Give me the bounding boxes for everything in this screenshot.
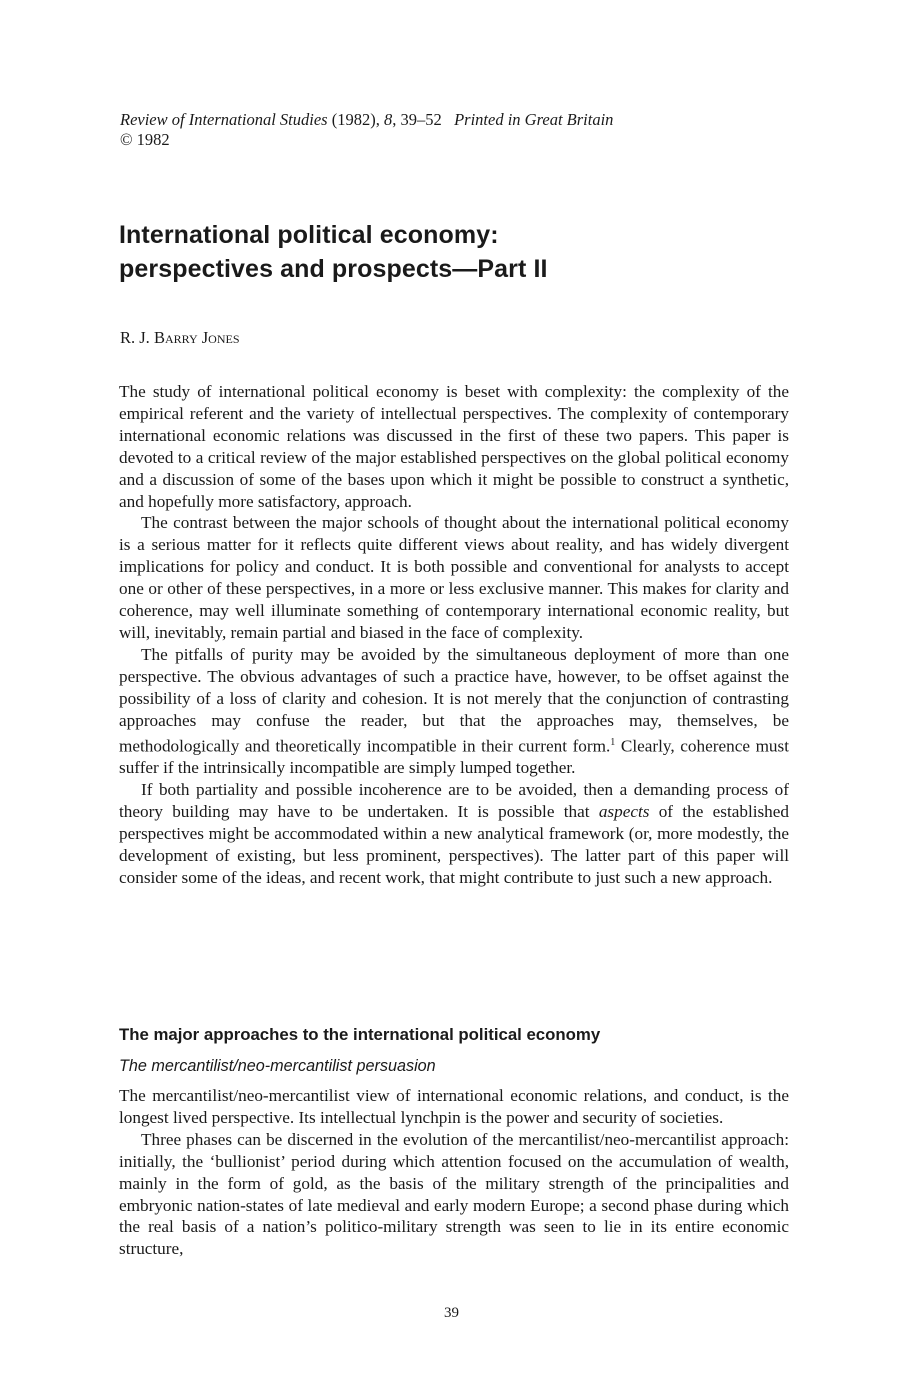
- citation-year: (1982),: [331, 110, 384, 129]
- paragraph: The mercantilist/neo-mercantilist view of international economic relations, and conduct, is the longest lived perspective. Its intellectual lynchpin is the power and security of societies.: [119, 1086, 789, 1127]
- paragraph: [119, 779, 789, 889]
- section-heading: The major approaches to the international political economy: [119, 1025, 601, 1044]
- journal-name: Review of International Studies: [120, 110, 328, 129]
- subsection-heading: The mercantilist/neo-mercantilist persuasion: [119, 1057, 436, 1075]
- paragraph: The study of international political economy is beset with complexity: the complexity of the empirical referent and the variety of intellectual perspectives. The complexity of contemporary international economic relations was discussed in the first of these two papers. This paper is devoted to a critical review of the major established perspectives on the global political economy and a discussion of some of the bases upon which it might be possible to construct a synthetic, and hopefully more satisfactory, approach.: [119, 382, 789, 511]
- paragraph: The contrast between the major schools of thought about the international political economy is a serious matter for it reflects quite different views about reality, and has widely divergent implications for policy and conduct. It is both possible and conventional for analysts to accept one or other of these perspectives, in a more or less exclusive manner. This makes for clarity and coherence, may well illuminate something of contemporary international economic reality, but will, inevitably, remain partial and biased in the face of complexity.: [119, 513, 789, 642]
- paragraph: Three phases can be discerned in the evolution of the mercantilist/neo-mercantilist approach: initially, the ‘bullionist’ period during which attention focused on the accumulation of wealth, mainly in the form of gold, as the basis of the military strength of the principalities and embryonic nation-states of late medieval and early modern Europe; a second phase during which the real basis of a nation’s politico-military strength was seen to lie in its entire economic structure,: [119, 1129, 789, 1259]
- emphasis: aspects: [598, 801, 650, 821]
- copyright-line: © 1982: [120, 130, 170, 149]
- paragraph-text: If both partiality and possible incoherence are to be avoided, then a demanding process of theory building may have to be undertaken. It is possible that: [119, 780, 789, 821]
- article-title: [119, 218, 548, 286]
- intro-body: [119, 381, 789, 889]
- journal-citation: [120, 110, 613, 150]
- footnote-marker[interactable]: 1: [610, 736, 616, 748]
- title-line-1: International political economy:: [119, 221, 499, 249]
- paragraph-text: Clearly, coherence must suffer if the intrinsically incompatible are simply lumped together.: [119, 736, 789, 778]
- citation-line: [120, 110, 613, 130]
- author: [120, 328, 240, 348]
- citation-pages: , 39–52: [392, 110, 442, 129]
- citation-volume: 8: [383, 110, 393, 129]
- printed-note: Printed in Great Britain: [454, 110, 614, 129]
- paragraph-text: The pitfalls of purity may be avoided by the simultaneous deployment of more than one perspective. The obvious advantages of such a practice have, however, to be offset against the possibility of a loss of clarity and cohesion. It is not merely that the conjunction of contrasting approaches may confuse the reader, but that the approaches may, themselves, be methodologically and theoretically incompatible in their current form.: [119, 644, 789, 756]
- paragraph: [119, 644, 789, 779]
- page-number: 39: [444, 1305, 459, 1321]
- section-body: [119, 1085, 789, 1260]
- author-name: Barry Jones: [153, 328, 240, 347]
- paragraph-text: of the established perspectives might be accommodated within a new analytical framework (or, more modestly, the development of existing, but less prominent, perspectives). The latter part of this paper will consider some of the ideas, and recent work, that might contribute to just such a new approach.: [119, 801, 789, 887]
- author-initials: R. J.: [120, 328, 154, 347]
- title-line-2: perspectives and prospects—Part II: [119, 255, 548, 283]
